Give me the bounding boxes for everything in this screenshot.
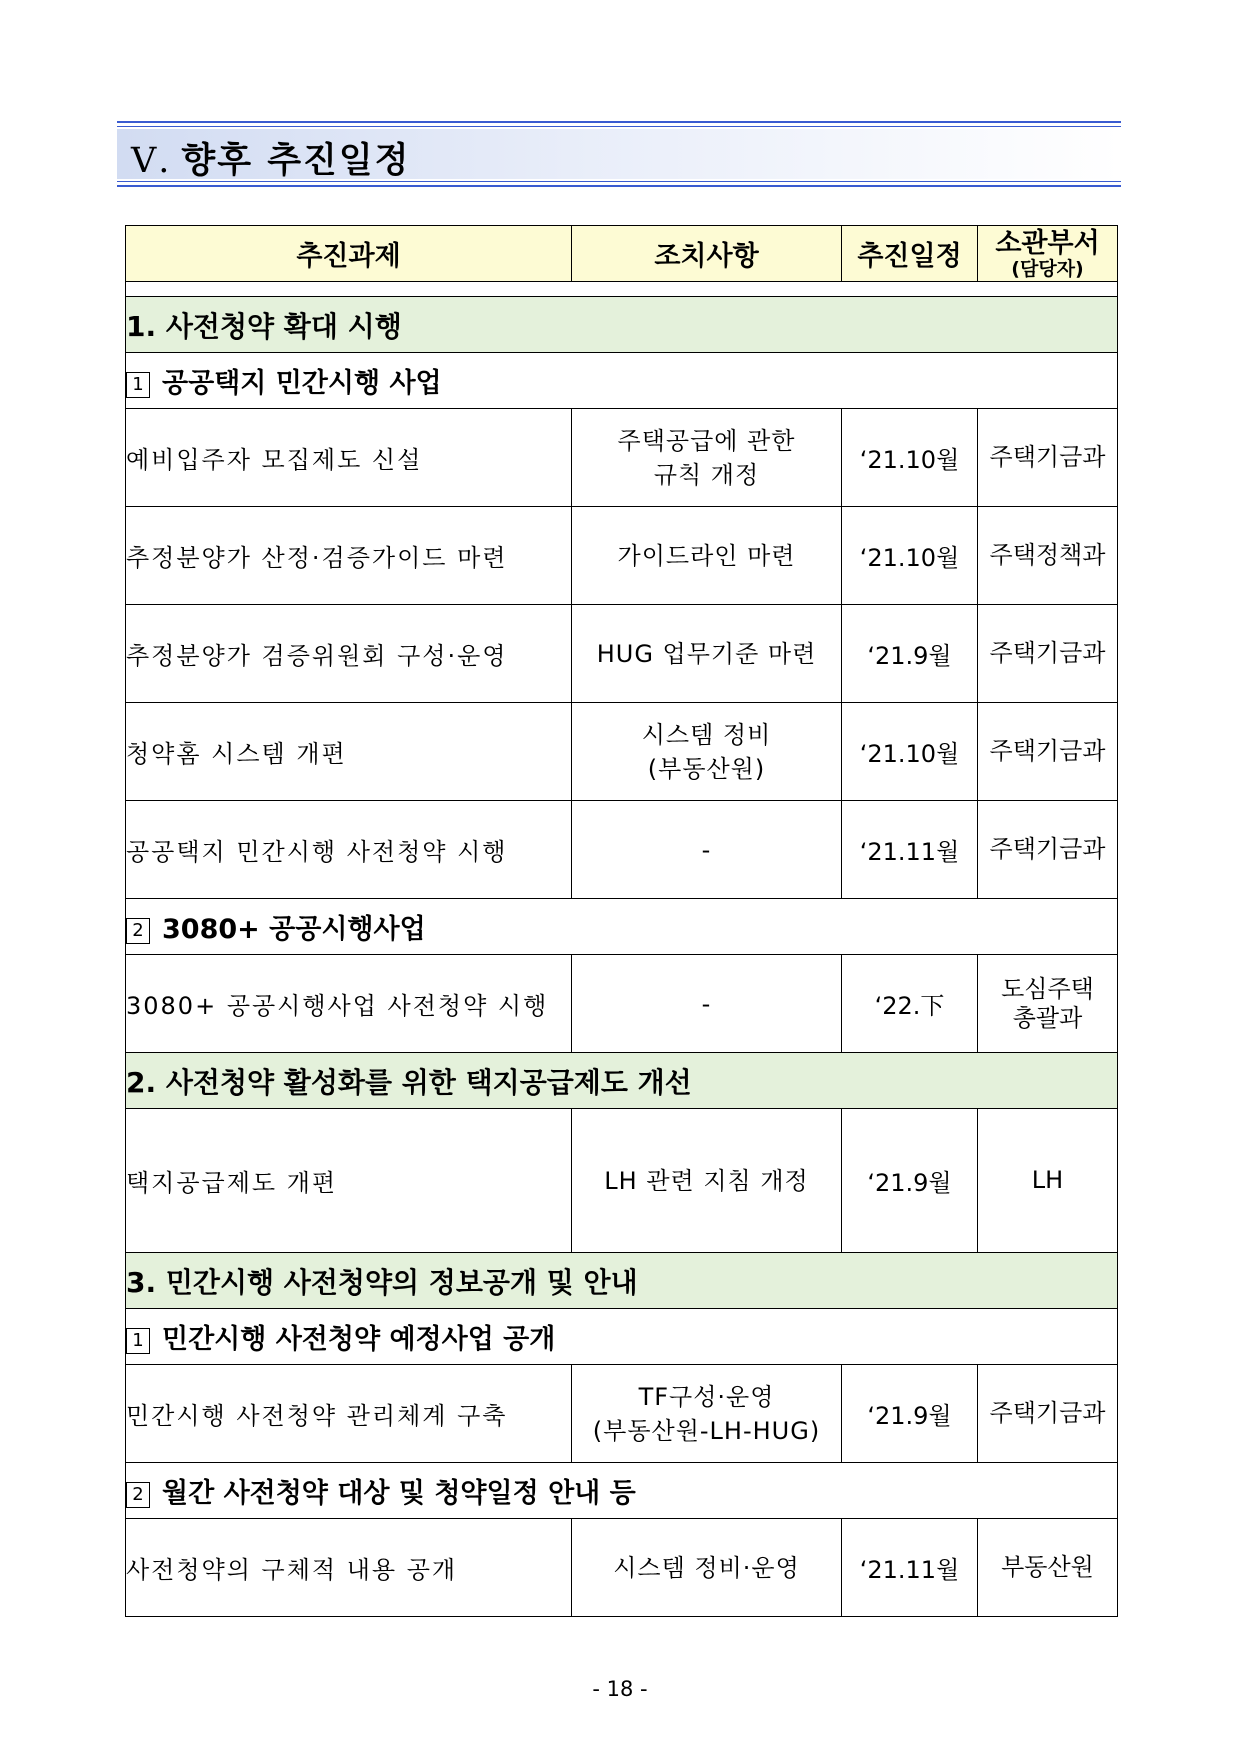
action-cell: - (572, 801, 842, 899)
date-cell: ‘21.10월 (842, 703, 978, 801)
dept-cell: 주택기금과 (978, 1365, 1118, 1463)
date-cell: ‘21.11월 (842, 1519, 978, 1617)
table-row (126, 801, 1118, 899)
dept-cell: 부동산원 (978, 1519, 1118, 1617)
header-row (126, 226, 1118, 282)
subcategory-row (126, 1463, 1118, 1519)
action-cell (572, 1365, 842, 1463)
table-row (126, 1365, 1118, 1463)
table-row (126, 1519, 1118, 1617)
subcategory-row (126, 353, 1118, 409)
dept-cell: 주택기금과 (978, 801, 1118, 899)
category-title: 2. 사전청약 활성화를 위한 택지공급제도 개선 (126, 1053, 1118, 1109)
category-title: 1. 사전청약 확대 시행 (126, 297, 1118, 353)
subcategory-label: 공공택지 민간시행 사업 (162, 368, 442, 399)
date-cell: ‘21.9월 (842, 1109, 978, 1253)
action-cell: LH 관련 지침 개정 (572, 1109, 842, 1253)
task-cell: 공공택지 민간시행 사전청약 시행 (126, 801, 572, 899)
date-cell: ‘21.10월 (842, 507, 978, 605)
action-line: 주택공급에 관한 (617, 426, 796, 455)
task-cell: 사전청약의 구체적 내용 공개 (126, 1519, 572, 1617)
subcategory-row (126, 1309, 1118, 1365)
action-cell (572, 703, 842, 801)
header-schedule: 추진일정 (842, 226, 978, 282)
action-line: (부동산원-LH-HUG) (592, 1416, 821, 1445)
dept-cell: 주택기금과 (978, 605, 1118, 703)
dept-cell: 주택정책과 (978, 507, 1118, 605)
dept-cell: 주택기금과 (978, 703, 1118, 801)
dept-cell (978, 955, 1118, 1053)
subcategory-title (126, 353, 1118, 409)
header-task: 추진과제 (126, 226, 572, 282)
section-title (131, 133, 410, 183)
subcategory-label: 3080+ 공공시행사업 (162, 914, 426, 945)
task-cell: 추정분양가 검증위원회 구성·운영 (126, 605, 572, 703)
category-row (126, 1253, 1118, 1309)
section-header (117, 121, 1121, 187)
table-row (126, 703, 1118, 801)
action-line: 규칙 개정 (653, 460, 760, 489)
action-line: TF구성·운영 (638, 1382, 775, 1411)
schedule-table (125, 225, 1118, 1617)
action-cell: 가이드라인 마련 (572, 507, 842, 605)
subcategory-label: 민간시행 사전청약 예정사업 공개 (162, 1324, 556, 1355)
table-row (126, 409, 1118, 507)
page-number: - 18 - (592, 1677, 648, 1701)
header-dept-main: 소관부서 (995, 227, 1100, 259)
subcategory-title (126, 1309, 1118, 1365)
date-cell: ‘21.11월 (842, 801, 978, 899)
table-row (126, 507, 1118, 605)
task-cell: 예비입주자 모집제도 신설 (126, 409, 572, 507)
date-cell: ‘22.下 (842, 955, 978, 1053)
header-dept (978, 226, 1118, 282)
boxed-number-marker: 2 (126, 1482, 150, 1508)
dept-line: 총괄과 (1012, 1003, 1083, 1032)
boxed-number-marker: 1 (126, 372, 150, 398)
boxed-number-marker: 2 (126, 918, 150, 944)
action-line: (부동산원) (647, 754, 766, 783)
task-cell: 추정분양가 산정·검증가이드 마련 (126, 507, 572, 605)
action-line: 시스템 정비 (641, 720, 772, 749)
category-title: 3. 민간시행 사전청약의 정보공개 및 안내 (126, 1253, 1118, 1309)
task-cell: 청약홈 시스템 개편 (126, 703, 572, 801)
task-cell: 민간시행 사전청약 관리체계 구축 (126, 1365, 572, 1463)
task-cell: 택지공급제도 개편 (126, 1109, 572, 1253)
dept-cell: LH (978, 1109, 1118, 1253)
action-cell (572, 409, 842, 507)
table-row (126, 955, 1118, 1053)
spacer-row (126, 282, 1118, 297)
dept-line: 도심주택 (1001, 974, 1094, 1003)
category-row (126, 297, 1118, 353)
table-row (126, 605, 1118, 703)
date-cell: ‘21.10월 (842, 409, 978, 507)
header-action: 조치사항 (572, 226, 842, 282)
header-dept-sub: (담당자) (1011, 257, 1084, 280)
action-cell: 시스템 정비·운영 (572, 1519, 842, 1617)
date-cell: ‘21.9월 (842, 605, 978, 703)
subcategory-row (126, 899, 1118, 955)
action-cell: HUG 업무기준 마련 (572, 605, 842, 703)
boxed-number-marker: 1 (126, 1328, 150, 1354)
category-row (126, 1053, 1118, 1109)
header-rule (117, 185, 1121, 187)
dept-cell: 주택기금과 (978, 409, 1118, 507)
table-row (126, 1109, 1118, 1253)
section-numeral: Ⅴ. (131, 141, 172, 181)
subcategory-title (126, 899, 1118, 955)
action-cell: - (572, 955, 842, 1053)
date-cell: ‘21.9월 (842, 1365, 978, 1463)
header-rule (117, 121, 1121, 123)
header-rule (117, 126, 1121, 127)
subcategory-title (126, 1463, 1118, 1519)
subcategory-label: 월간 사전청약 대상 및 청약일정 안내 등 (162, 1478, 636, 1509)
section-title-text: 향후 추진일정 (181, 141, 411, 181)
task-cell: 3080+ 공공시행사업 사전청약 시행 (126, 955, 572, 1053)
